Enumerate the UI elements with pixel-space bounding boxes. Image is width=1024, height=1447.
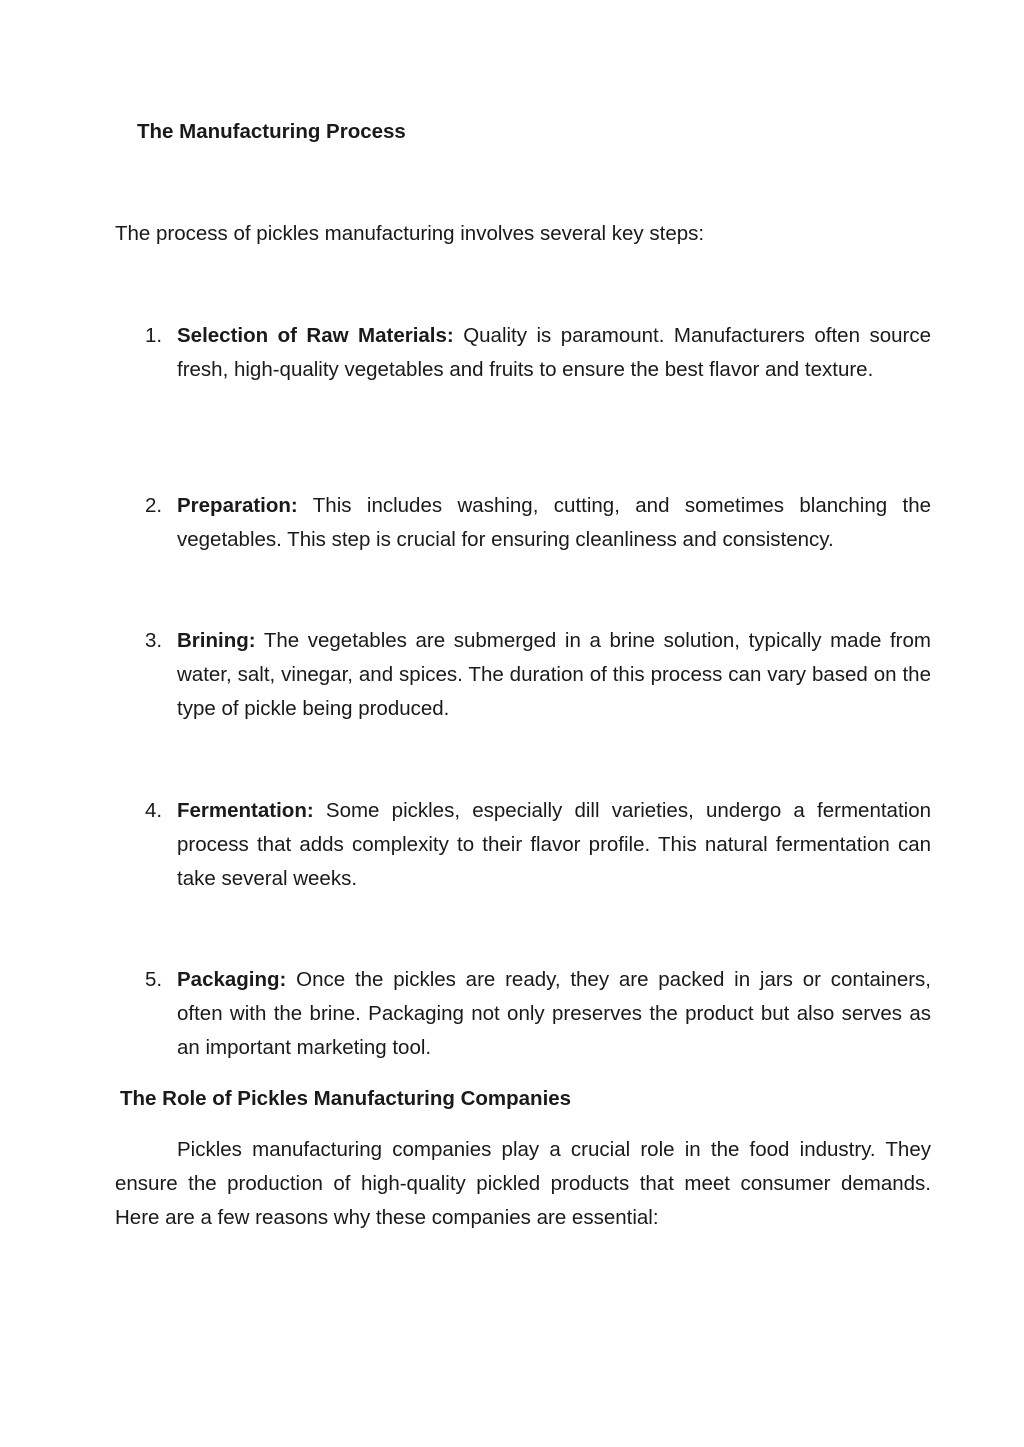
list-item-number: 4. [145,799,163,822]
list-item [145,319,931,387]
list-item-text: This includes washing, cutting, and sometimes blanching the vegetables. This step is crucial for ensuring cleanliness and consistency. [177,494,932,551]
list-item-number: 1. [145,324,163,347]
section-title-role-of-companies: The Role of Pickles Manufacturing Companies [120,1087,572,1110]
list-item-text: The vegetables are submerged in a brine solution, typically made from water, salt, vinegar, and spices. The duration of this process can vary based on the type of pickle being produced. [177,629,931,720]
list-item-term: Brining: [177,629,256,652]
list-item-term: Packaging: [177,968,287,991]
list-item-body [177,624,931,726]
list-item-body [177,319,931,387]
list-item [145,489,931,557]
body-paragraph: Pickles manufacturing companies play a crucial role in the food industry. They ensure the production of high-quality pickled products that meet consumer demands. Here are a few reasons why these companies are essential: [115,1138,931,1229]
list-item-body [177,489,931,557]
list-item-term: Preparation: [177,494,298,517]
list-item-text: Some pickles, especially dill varieties, undergo a fermentation process that adds complexity to their flavor profile. This natural fermentation can take several weeks. [177,799,931,890]
list-item-body [177,963,931,1065]
list-item-term: Fermentation: [177,799,314,822]
list-item [145,963,931,1065]
list-item-number: 2. [145,494,163,517]
list-item-body [177,794,931,896]
list-item-text: Quality is paramount. Manufacturers often source fresh, high-quality vegetables and fruits to ensure the best flavor and texture. [177,324,931,381]
list-item-term: Selection of Raw Materials: [177,324,454,347]
section-title-manufacturing-process: The Manufacturing Process [137,120,406,143]
list-item-text: Once the pickles are ready, they are packed in jars or containers, often with the brine. Packaging not only preserves the product but also serves as an important marketing tool. [177,968,931,1059]
list-item-number: 5. [145,968,163,991]
intro-paragraph: The process of pickles manufacturing involves several key steps: [115,222,705,245]
list-item-number: 3. [145,629,163,652]
list-item [145,794,931,896]
list-item [145,624,931,726]
